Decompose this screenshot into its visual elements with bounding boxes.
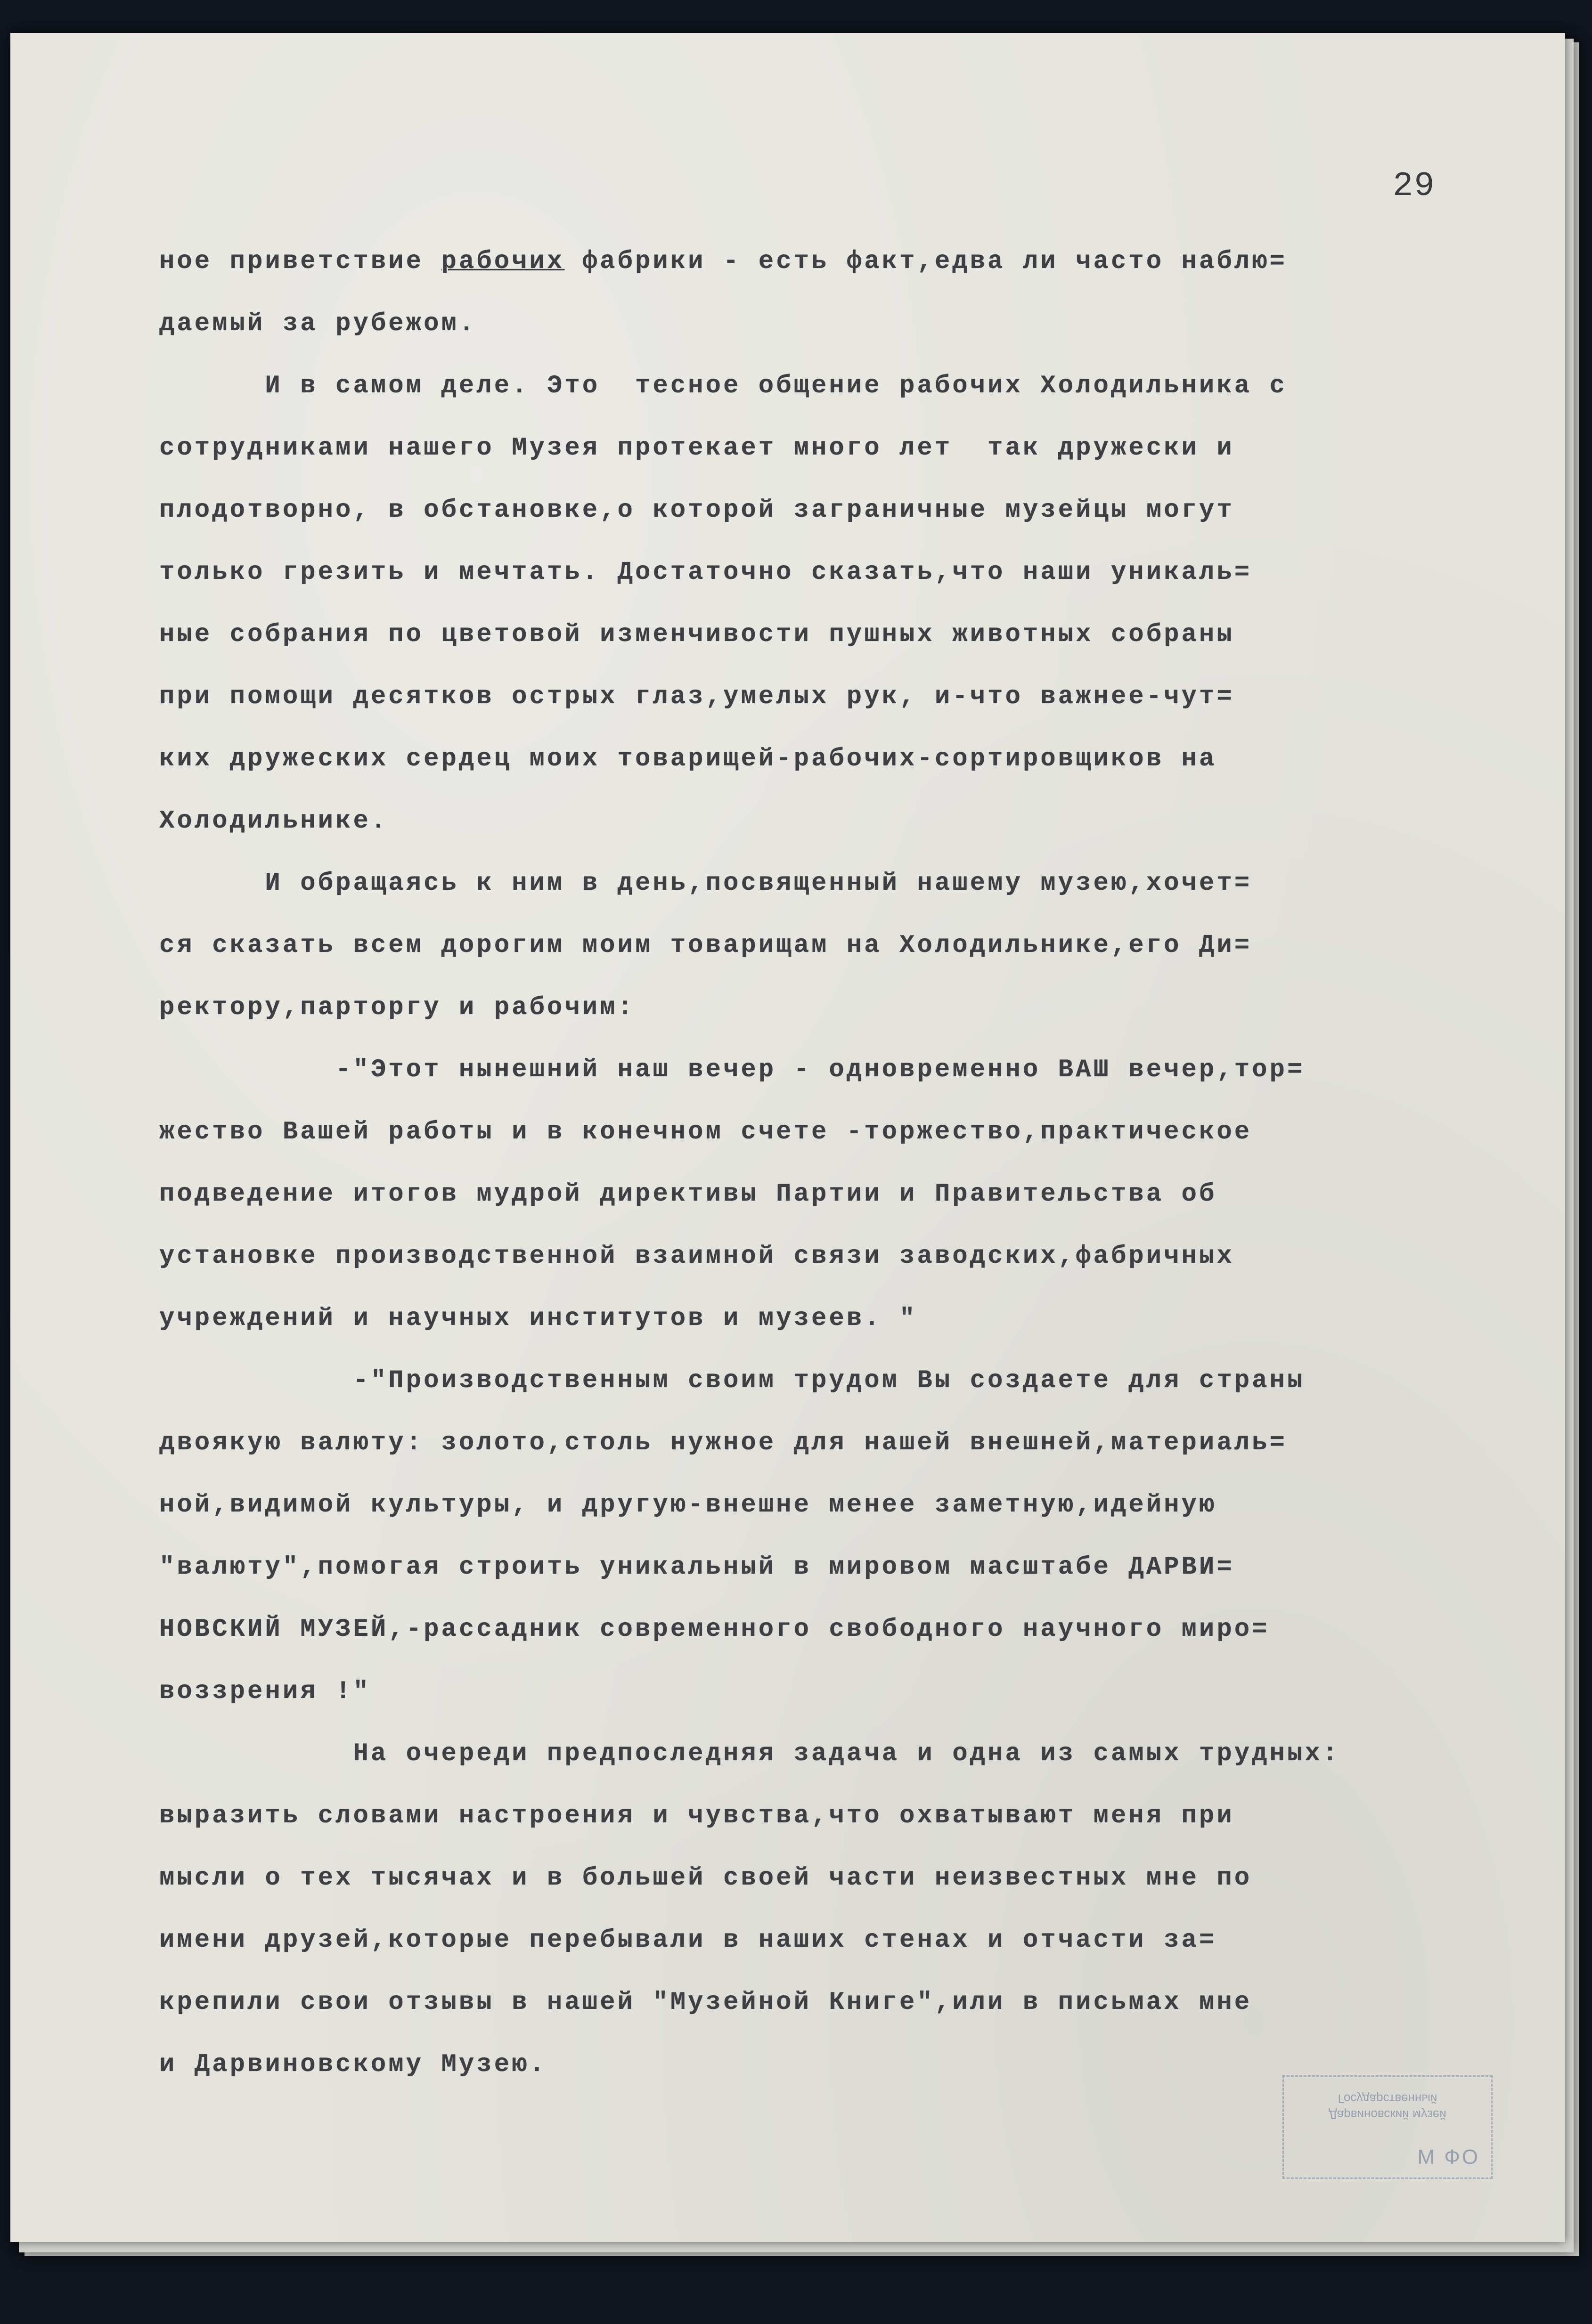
archive-stamp [1282,2075,1493,2179]
text-line: ся сказать всем дорогим моим товарищам на Холодильнике,его Ди= [159,931,1252,960]
stamp-line: Дарвиновский музей [1329,2108,1446,2122]
text-line: и Дарвиновскому Музею. [159,2050,547,2079]
text-line: "валюту",помогая строить уникальный в мировом масштабе ДАРВИ= [159,1553,1234,1582]
typewritten-page [10,33,1565,2242]
underlined-word: рабочих [441,247,565,276]
text-line: сотрудниками нашего Музея протекает много лет так дружески и [159,434,1234,463]
text-line: -"Производственным своим трудом Вы создаете для страны [159,1366,1305,1395]
text-line: подведение итогов мудрой директивы Партии и Правительства об [159,1180,1217,1209]
stamp-line: Государственный [1338,2092,1437,2106]
text-line: ректору,парторгу и рабочим: [159,993,635,1022]
text-line: На очереди предпоследняя задача и одна из самых трудных: [159,1739,1340,1768]
text-line: установке производственной взаимной связи заводских,фабричных [159,1242,1234,1271]
text-line: ной,видимой культуры, и другую-внешне менее заметную,идейную [159,1491,1217,1520]
text-line: при помощи десятков острых глаз,умелых рук, и-что важнее-чут= [159,683,1234,711]
text-line: ные собрания по цветовой изменчивости пушных животных собраны [159,620,1234,649]
text-line: учреждений и научных институтов и музеев. " [159,1304,917,1333]
text-line: крепили свои отзывы в нашей "Музейной Книге",или в письмах мне [159,1988,1252,2017]
text-line: выразить словами настроения и чувства,что охватывают меня при [159,1802,1234,1830]
typescript-body [159,231,1488,2096]
text-line: воззрения !" [159,1677,371,1706]
text-line: плодотворно, в обстановке,о которой заграничные музейцы могут [159,496,1234,525]
stamp-code: М ФО [1417,2145,1480,2169]
text-line: ное приветствие рабочих фабрики - есть факт,едва ли часто наблю= [159,247,1287,276]
text-line: ких дружеских сердец моих товарищей-рабочих-сортировщиков на [159,745,1217,773]
text-line: жество Вашей работы и в конечном счете -торжество,практическое [159,1118,1252,1146]
text-line: двоякую валюту: золото,столь нужное для нашей внешней,материаль= [159,1429,1287,1457]
text-line: Холодильнике. [159,807,389,836]
text-line: имени друзей,которые перебывали в наших стенах и отчасти за= [159,1926,1217,1955]
text-line: мысли о тех тысячах и в большей своей части неизвестных мне по [159,1864,1252,1893]
page-number: 29 [1393,167,1436,205]
text-line: НОВСКИЙ МУЗЕЙ,-рассадник современного свободного научного миро= [159,1615,1270,1644]
text-line: И в самом деле. Это тесное общение рабочих Холодильника с [159,372,1287,400]
text-line: даемый за рубежом. [159,309,477,338]
text-line: только грезить и мечтать. Достаточно сказать,что наши уникаль= [159,558,1252,587]
text-line: И обращаясь к ним в день,посвященный нашему музею,хочет= [159,869,1252,898]
text-line: -"Этот нынешний наш вечер - одновременно ВАШ вечер,тор= [159,1056,1305,1084]
